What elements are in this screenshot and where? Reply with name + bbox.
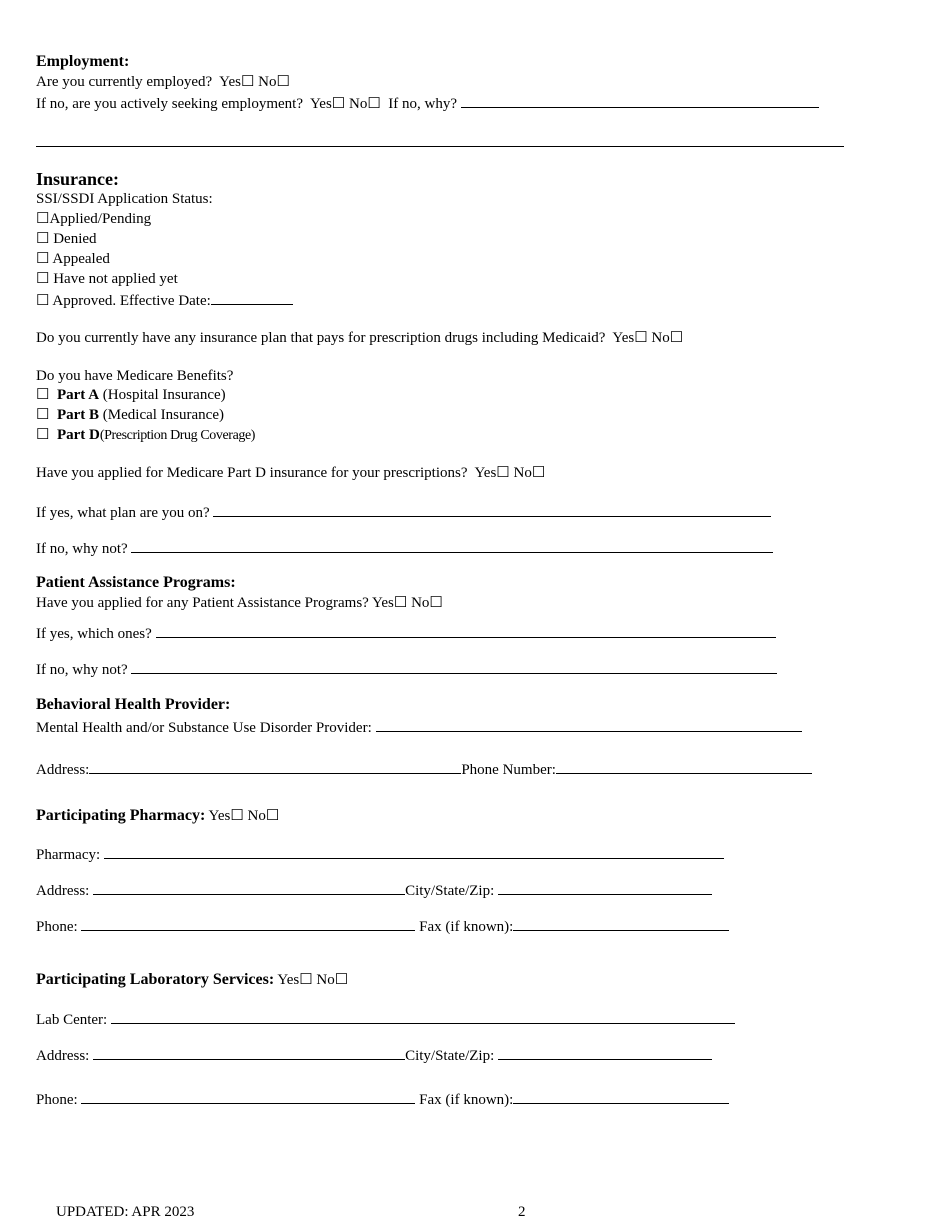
pap-which-label: If yes, which ones? (36, 626, 152, 642)
pharmacy-address-label: Address: (36, 883, 90, 899)
partd-yes-checkbox[interactable]: ☐ (496, 465, 510, 481)
ssi-option-applied[interactable]: ☐Applied/Pending (36, 211, 152, 227)
pharmacy-phone-label: Phone: (36, 919, 78, 935)
pharmacy-fax-label: Fax (if known): (419, 919, 514, 935)
lab-city-label: City/State/Zip: (405, 1048, 495, 1064)
effective-date-field[interactable] (211, 290, 293, 305)
pharmacy-name-field[interactable] (104, 844, 724, 859)
bh-address-label: Address: (36, 762, 90, 778)
ssi-denied-checkbox[interactable]: ☐ (36, 231, 50, 247)
pharmacy-heading-row: Participating Pharmacy: Yes☐ No☐ (36, 807, 280, 824)
ssi-option-not-applied[interactable]: ☐ Have not applied yet (36, 271, 178, 287)
plan-field[interactable] (213, 502, 771, 517)
rx-insurance-row: Do you currently have any insurance plan that pays for prescription drugs including Medicaid? Yes☐ No☐ (36, 330, 684, 346)
pharmacy-name-row (36, 844, 724, 864)
seeking-yes-checkbox[interactable]: ☐ (331, 96, 346, 112)
bh-provider-row (36, 717, 802, 737)
seeking-question-row: If no, are you actively seeking employment? Yes☐ No☐ If no, why? (36, 93, 819, 113)
footer-updated: UPDATED: APR 2023 (56, 1204, 195, 1220)
lab-name-row (36, 1009, 735, 1029)
seeking-why-continuation-line[interactable] (36, 146, 844, 147)
pap-why-not-field[interactable] (131, 659, 777, 674)
insurance-heading: Insurance: (36, 169, 120, 189)
medicare-part-b[interactable]: ☐ Part B (Medical Insurance) (36, 407, 224, 423)
employed-question-row: Are you currently employed? Yes☐ No☐ (36, 74, 290, 90)
insurance-why-not-row (36, 538, 773, 558)
ssi-option-approved[interactable]: ☐ Approved. Effective Date: (36, 290, 293, 310)
ssi-appealed-checkbox[interactable]: ☐ (36, 251, 50, 267)
pap-which-row (36, 623, 776, 643)
lab-fax-label: Fax (if known): (419, 1092, 514, 1108)
pharmacy-no-checkbox[interactable]: ☐ (265, 808, 280, 824)
lab-phone-row (36, 1089, 729, 1109)
ssi-status-label: SSI/SSDI Application Status: (36, 191, 213, 207)
pap-which-field[interactable] (156, 623, 776, 638)
part-a-checkbox[interactable]: ☐ (36, 387, 50, 403)
ssi-approved-checkbox[interactable]: ☐ (36, 293, 50, 309)
lab-fax-field[interactable] (513, 1089, 729, 1104)
lab-heading-row: Participating Laboratory Services: Yes☐ No☐ (36, 971, 349, 988)
employed-question: Are you currently employed? (36, 74, 213, 90)
lab-name-label: Lab Center: (36, 1012, 108, 1028)
pharmacy-address-row (36, 880, 712, 900)
ssi-option-appealed[interactable]: ☐ Appealed (36, 251, 110, 267)
pap-yes-checkbox[interactable]: ☐ (393, 595, 408, 611)
medicare-part-a[interactable]: ☐ Part A (Hospital Insurance) (36, 387, 226, 403)
pharmacy-city-field[interactable] (498, 880, 712, 895)
lab-phone-label: Phone: (36, 1092, 78, 1108)
pharmacy-phone-field[interactable] (81, 916, 415, 931)
lab-address-field[interactable] (93, 1045, 405, 1060)
partd-no-checkbox[interactable]: ☐ (531, 465, 546, 481)
seeking-why-field[interactable] (461, 93, 819, 108)
bh-provider-field[interactable] (376, 717, 802, 732)
pap-why-not-label: If no, why not? (36, 662, 128, 678)
bh-address-row (36, 759, 812, 779)
bh-phone-label: Phone Number: (461, 762, 556, 778)
seeking-question: If no, are you actively seeking employment? (36, 96, 303, 112)
bh-address-field[interactable] (89, 759, 461, 774)
pharmacy-city-label: City/State/Zip: (405, 883, 495, 899)
insurance-why-not-field[interactable] (131, 538, 773, 553)
pap-question: Have you applied for any Patient Assistance Programs? (36, 595, 369, 611)
medicare-question: Do you have Medicare Benefits? (36, 368, 234, 384)
employment-heading: Employment: (36, 53, 130, 70)
pharmacy-phone-row (36, 916, 729, 936)
lab-address-label: Address: (36, 1048, 90, 1064)
pharmacy-yes-checkbox[interactable]: ☐ (230, 808, 244, 824)
plan-label: If yes, what plan are you on? (36, 505, 210, 521)
pharmacy-heading: Participating Pharmacy: (36, 807, 206, 824)
lab-heading: Participating Laboratory Services: (36, 971, 275, 988)
partd-question: Have you applied for Medicare Part D insurance for your prescriptions? (36, 465, 468, 481)
rx-yes-checkbox[interactable]: ☐ (634, 330, 648, 346)
plan-row (36, 502, 771, 522)
lab-phone-field[interactable] (81, 1089, 415, 1104)
employed-no-checkbox[interactable]: ☐ (276, 74, 290, 90)
bh-heading: Behavioral Health Provider: (36, 696, 231, 713)
seeking-why-label: If no, why? (388, 96, 458, 112)
footer-page-number: 2 (518, 1204, 526, 1220)
part-b-checkbox[interactable]: ☐ (36, 407, 50, 423)
pap-question-row: Have you applied for any Patient Assistance Programs? Yes☐ No☐ (36, 595, 443, 611)
insurance-why-not-label: If no, why not? (36, 541, 128, 557)
seeking-no-checkbox[interactable]: ☐ (367, 96, 381, 112)
pap-why-not-row (36, 659, 777, 679)
pharmacy-fax-field[interactable] (513, 916, 729, 931)
bh-provider-label: Mental Health and/or Substance Use Disorder Provider: (36, 720, 372, 736)
ssi-option-denied[interactable]: ☐ Denied (36, 231, 97, 247)
pap-heading: Patient Assistance Programs: (36, 574, 236, 591)
lab-city-field[interactable] (498, 1045, 712, 1060)
bh-phone-field[interactable] (556, 759, 812, 774)
medicare-part-d[interactable]: ☐ Part D(Prescription Drug Coverage) (36, 427, 256, 443)
lab-no-checkbox[interactable]: ☐ (334, 972, 349, 988)
rx-insurance-question: Do you currently have any insurance plan that pays for prescription drugs including Medicaid? (36, 330, 606, 346)
employed-yes-checkbox[interactable]: ☐ (240, 74, 255, 90)
pharmacy-name-label: Pharmacy: (36, 847, 101, 863)
rx-no-checkbox[interactable]: ☐ (669, 330, 684, 346)
pap-no-checkbox[interactable]: ☐ (429, 595, 443, 611)
ssi-not-applied-checkbox[interactable]: ☐ (36, 271, 50, 287)
part-d-checkbox[interactable]: ☐ (36, 427, 50, 443)
lab-yes-checkbox[interactable]: ☐ (299, 972, 313, 988)
pharmacy-address-field[interactable] (93, 880, 405, 895)
partd-row: Have you applied for Medicare Part D insurance for your prescriptions? Yes☐ No☐ (36, 465, 546, 481)
ssi-applied-checkbox[interactable]: ☐ (36, 211, 50, 227)
lab-address-row (36, 1045, 712, 1065)
lab-name-field[interactable] (111, 1009, 735, 1024)
